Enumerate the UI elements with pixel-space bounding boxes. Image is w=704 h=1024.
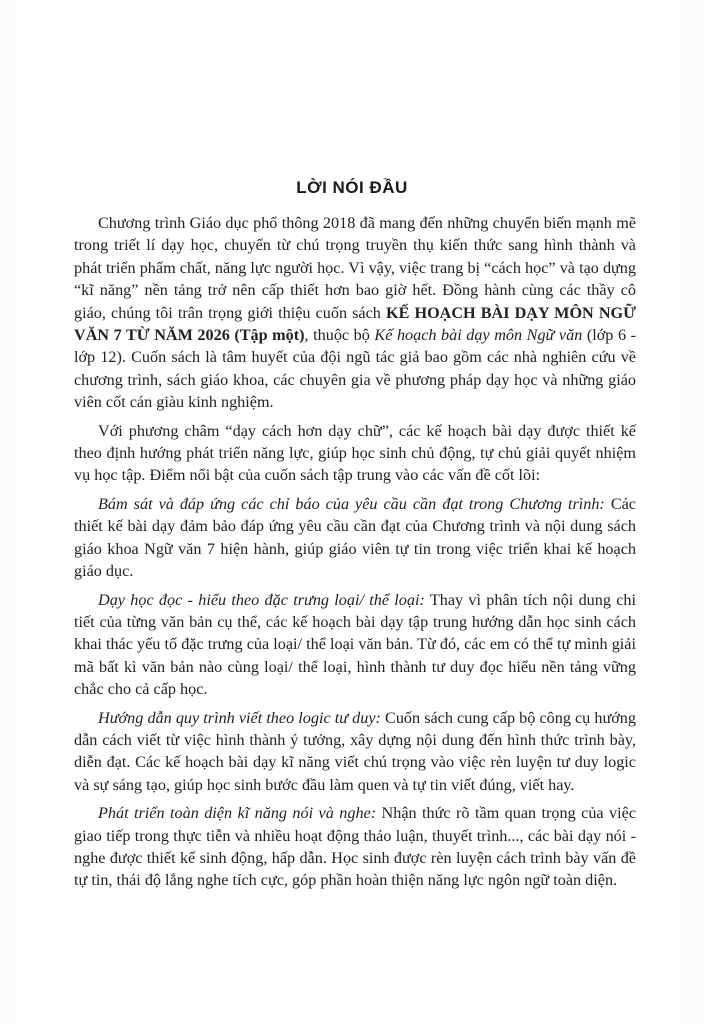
paragraph-reading: [74, 589, 636, 701]
paragraph-writing: [74, 707, 636, 797]
paragraph-writing-heading: Hướng dẫn quy trình viết theo logic tư duy:: [98, 708, 381, 727]
paragraph-curriculum-body: Các thiết kế bài dạy đảm bảo đáp ứng yêu cầu cần đạt của Chương trình và nội dung sách giáo khoa Ngữ văn 7 hiện hành, giúp giáo viên tự tin trong việc triển khai kế hoạch giáo dục.: [74, 494, 636, 581]
preface-body: [74, 212, 636, 898]
paragraph-intro: [74, 212, 636, 414]
paragraph-curriculum: [74, 493, 636, 583]
paragraph-motto: Với phương châm “dạy cách hơn dạy chữ”, các kế hoạch bài dạy được thiết kế theo định hướng phát triển năng lực, giúp học sinh chủ động, tự chủ giải quyết nhiệm vụ học tập. Điểm nổi bật của cuốn sách tập trung vào các vấn đề cốt lõi:: [74, 421, 636, 485]
series-name: Kế hoạch bài dạy môn Ngữ văn: [374, 326, 583, 345]
book-title: KẾ HOẠCH BÀI DẠY MÔN NGỮ VĂN 7 TỪ NĂM 2026 (Tập một): [74, 303, 636, 345]
paragraph-speaking-heading: Phát triển toàn diện kĩ năng nói và nghe:: [98, 804, 377, 823]
paragraph-writing-body: Cuốn sách cung cấp bộ công cụ hướng dẫn cách viết từ việc hình thành ý tưởng, xây dựng nội dung đến hình thức trình bày, diễn đạt. Các kế hoạch bài dạy kĩ năng viết chú trọng vào việc rèn luyện tư duy logic và sự sáng tạo, giúp học sinh bước đầu làm quen và tự tin viết đúng, viết hay.: [74, 708, 636, 794]
page-title: LỜI NÓI ĐẦU: [296, 178, 408, 197]
paragraph-speaking: [74, 802, 636, 892]
paragraph-reading-body: Thay vì phân tích nội dung chi tiết của từng văn bản cụ thể, các kế hoạch bài dạy tập trung hướng dẫn học sinh cách khai thác yếu tố đặc trưng của loại/ thể loại văn bản. Từ đó, các em có thể tự mình giải mã bất kì văn bản nào cùng loại/ thể loại, hình thành tư duy đọc hiểu nền tảng vững chắc cho cả cấp học.: [74, 590, 636, 699]
paragraph-curriculum-heading: Bám sát và đáp ứng các chỉ báo của yêu cầu cần đạt trong Chương trình:: [98, 494, 605, 513]
paragraph-speaking-body: Nhận thức rõ tầm quan trọng của việc giao tiếp trong thực tiễn và nhiều hoạt động thảo luận, thuyết trình..., các bài dạy nói - nghe được thiết kế sinh động, hấp dẫn. Học sinh được rèn luyện cách trình bày vấn đề tự tin, thái độ lắng nghe tích cực, góp phần hoàn thiện năng lực ngôn ngữ toàn diện.: [74, 804, 636, 890]
paragraph-intro-text-before: Chương trình Giáo dục phổ thông 2018 đã mang đến những chuyển biến mạnh mẽ trong triết lí dạy học, chuyển từ chú trọng truyền thụ kiến thức sang hình thành và phát triển phẩm chất, năng lực người học. Vì vậy, việc trang bị “cách học” và tạo dựng “kĩ năng” nền tảng trở nên cấp thiết hơn bao giờ hết. Đồng hành cùng các thầy cô giáo, chúng tôi trân trọng giới thiệu cuốn sách: [74, 214, 636, 322]
paragraph-reading-heading: Dạy học đọc - hiểu theo đặc trưng loại/ thể loại:: [98, 590, 425, 609]
paragraph-intro-text-middle: , thuộc bộ: [304, 326, 375, 345]
paragraph-intro-text-after: (lớp 6 - lớp 12). Cuốn sách là tâm huyết của đội ngũ tác giả bao gồm các nhà nghiên cứu về chương trình, sách giáo khoa, các chuyên gia về phương pháp dạy học và những giáo viên cốt cán giàu kinh nghiệm.: [74, 326, 636, 412]
